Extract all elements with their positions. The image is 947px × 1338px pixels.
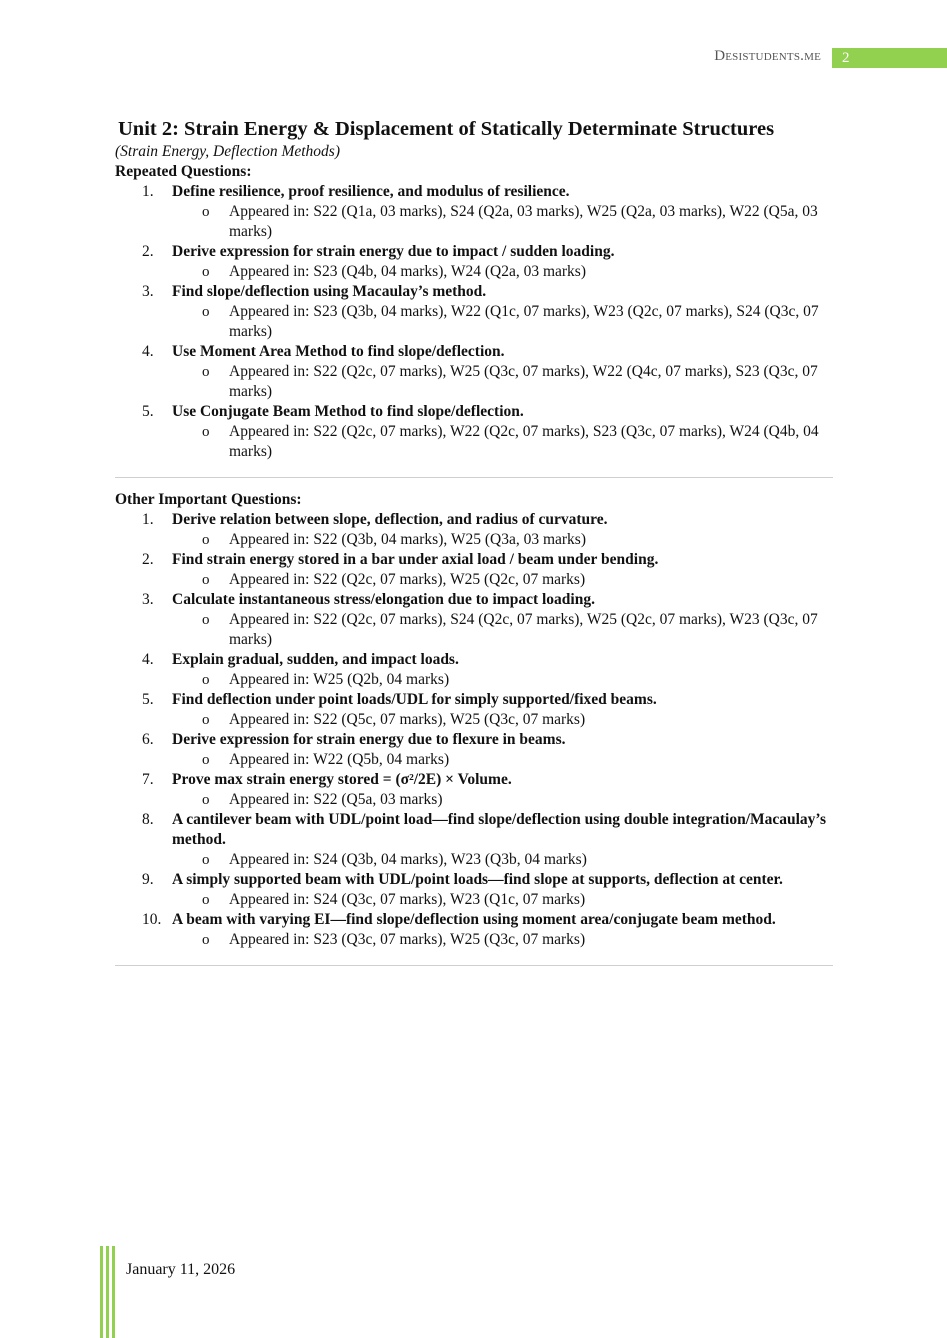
question-item <box>115 730 833 770</box>
question-item <box>115 342 833 402</box>
appeared-in-text: Appeared in: S22 (Q2c, 07 marks), W25 (Q2c, 07 marks) <box>229 571 586 588</box>
question-item <box>115 182 833 242</box>
question-item <box>115 910 833 950</box>
question-text: Derive relation between slope, deflection, and radius of curvature. <box>172 511 608 528</box>
question-number: 2. <box>142 551 154 568</box>
bullet-icon: o <box>202 852 210 868</box>
section-divider <box>115 477 833 478</box>
page-content <box>115 116 833 978</box>
appeared-in-text: Appeared in: S22 (Q2c, 07 marks), W25 (Q3c, 07 marks), W22 (Q4c, 07 marks), S23 (Q3c, 07 marks) <box>229 363 818 400</box>
question-text: Derive expression for strain energy due to impact / sudden loading. <box>172 243 615 260</box>
site-name: Desistudents.me <box>714 48 821 64</box>
unit-subtitle: (Strain Energy, Deflection Methods) <box>115 143 340 160</box>
question-text: Explain gradual, sudden, and impact loads. <box>172 651 459 668</box>
footer-date: January 11, 2026 <box>126 1261 236 1278</box>
question-item <box>115 870 833 910</box>
appeared-in-text: Appeared in: S22 (Q5a, 03 marks) <box>229 791 443 808</box>
unit-title: Unit 2: Strain Energy & Displacement of Statically Determinate Structures <box>118 118 775 140</box>
appeared-in-text: Appeared in: S22 (Q3b, 04 marks), W25 (Q3a, 03 marks) <box>229 531 586 548</box>
question-item <box>115 282 833 342</box>
footer-accent-bars <box>100 1246 116 1338</box>
bullet-icon: o <box>202 792 210 808</box>
question-number: 3. <box>142 591 154 608</box>
question-number: 10. <box>142 911 162 928</box>
question-text: Find slope/deflection using Macaulay’s method. <box>172 283 487 300</box>
appeared-in-text: Appeared in: S24 (Q3b, 04 marks), W23 (Q3b, 04 marks) <box>229 851 587 868</box>
question-item <box>115 510 833 550</box>
question-text: Calculate instantaneous stress/elongation due to impact loading. <box>172 591 595 608</box>
question-text: A cantilever beam with UDL/point load—find slope/deflection using double integration/Macaulay’s method. <box>172 811 827 848</box>
bullet-icon: o <box>202 712 210 728</box>
appeared-in-text: Appeared in: S24 (Q3c, 07 marks), W23 (Q1c, 07 marks) <box>229 891 586 908</box>
bullet-icon: o <box>202 892 210 908</box>
other-questions-list <box>115 510 833 950</box>
appeared-in-text: Appeared in: S22 (Q2c, 07 marks), W22 (Q2c, 07 marks), S23 (Q3c, 07 marks), W24 (Q4b, 04 marks) <box>229 423 819 460</box>
bullet-icon: o <box>202 424 210 440</box>
question-item <box>115 590 833 650</box>
question-text: Define resilience, proof resilience, and modulus of resilience. <box>172 183 570 200</box>
question-item <box>115 770 833 810</box>
bullet-icon: o <box>202 932 210 948</box>
question-text: A beam with varying EI—find slope/deflection using moment area/conjugate beam method. <box>172 911 776 928</box>
question-number: 1. <box>142 511 154 528</box>
question-item <box>115 402 833 462</box>
bullet-icon: o <box>202 364 210 380</box>
question-number: 8. <box>142 811 154 828</box>
appeared-in-text: Appeared in: S23 (Q4b, 04 marks), W24 (Q2a, 03 marks) <box>229 263 586 280</box>
question-number: 1. <box>142 183 154 200</box>
bullet-icon: o <box>202 304 210 320</box>
question-item <box>115 550 833 590</box>
question-item <box>115 690 833 730</box>
bullet-icon: o <box>202 204 210 220</box>
question-number: 6. <box>142 731 154 748</box>
question-text: Find strain energy stored in a bar under axial load / beam under bending. <box>172 551 659 568</box>
bullet-icon: o <box>202 672 210 688</box>
question-text: Find deflection under point loads/UDL for simply supported/fixed beams. <box>172 691 657 708</box>
appeared-in-text: Appeared in: S23 (Q3c, 07 marks), W25 (Q3c, 07 marks) <box>229 931 586 948</box>
question-text: Prove max strain energy stored = (σ²/2E) × Volume. <box>172 771 512 788</box>
appeared-in-text: Appeared in: W22 (Q5b, 04 marks) <box>229 751 450 768</box>
page-number-badge: 2 <box>832 48 947 68</box>
question-number: 9. <box>142 871 154 888</box>
repeated-questions-heading: Repeated Questions: <box>115 163 252 180</box>
bullet-icon: o <box>202 532 210 548</box>
question-number: 2. <box>142 243 154 260</box>
question-text: A simply supported beam with UDL/point loads—find slope at supports, deflection at center. <box>172 871 783 888</box>
bullet-icon: o <box>202 612 210 628</box>
question-number: 5. <box>142 403 154 420</box>
appeared-in-text: Appeared in: S22 (Q5c, 07 marks), W25 (Q3c, 07 marks) <box>229 711 586 728</box>
question-number: 4. <box>142 343 154 360</box>
question-number: 4. <box>142 651 154 668</box>
other-questions-heading: Other Important Questions: <box>115 491 302 508</box>
question-item <box>115 810 833 870</box>
appeared-in-text: Appeared in: W25 (Q2b, 04 marks) <box>229 671 450 688</box>
question-number: 7. <box>142 771 154 788</box>
repeated-questions-list <box>115 182 833 462</box>
question-item <box>115 650 833 690</box>
bullet-icon: o <box>202 572 210 588</box>
question-text: Derive expression for strain energy due to flexure in beams. <box>172 731 566 748</box>
question-number: 5. <box>142 691 154 708</box>
bullet-icon: o <box>202 752 210 768</box>
section-divider <box>115 965 833 966</box>
appeared-in-text: Appeared in: S22 (Q2c, 07 marks), S24 (Q2c, 07 marks), W25 (Q2c, 07 marks), W23 (Q3c, 07 marks) <box>229 611 818 648</box>
question-text: Use Conjugate Beam Method to find slope/deflection. <box>172 403 524 420</box>
bullet-icon: o <box>202 264 210 280</box>
question-item <box>115 242 833 282</box>
question-text: Use Moment Area Method to find slope/deflection. <box>172 343 505 360</box>
appeared-in-text: Appeared in: S23 (Q3b, 04 marks), W22 (Q1c, 07 marks), W23 (Q2c, 07 marks), S24 (Q3c, 07 marks) <box>229 303 819 340</box>
appeared-in-text: Appeared in: S22 (Q1a, 03 marks), S24 (Q2a, 03 marks), W25 (Q2a, 03 marks), W22 (Q5a, 03 marks) <box>229 203 818 240</box>
question-number: 3. <box>142 283 154 300</box>
